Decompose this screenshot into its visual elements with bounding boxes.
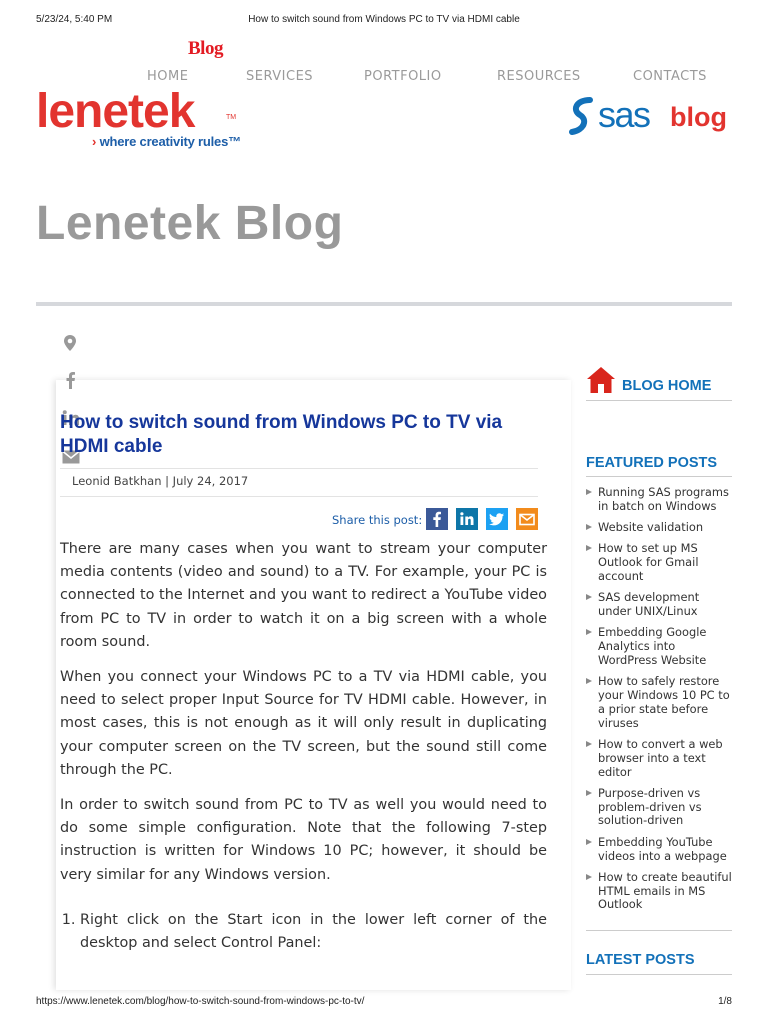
logo-tagline	[92, 134, 241, 149]
print-url: https://www.lenetek.com/blog/how-to-switch-sound-from-windows-pc-to-tv/	[36, 996, 365, 1007]
post-paragraph: When you connect your Windows PC to a TV via HDMI cable, you need to select proper Input Source for TV HDMI cable. However, in most cases, this is not enough as it will only result in duplicating your computer screen on the TV screen, but the sound still come through the PC.	[60, 669, 547, 778]
email-share-icon	[516, 508, 538, 530]
linkedin-share-icon	[456, 508, 478, 530]
featured-post-link[interactable]: How to safely restore your Windows 10 PC to a prior state before viruses	[586, 675, 732, 730]
featured-post-link[interactable]: SAS development under UNIX/Linux	[586, 591, 732, 619]
featured-posts-heading: FEATURED POSTS	[586, 455, 718, 471]
logo-wordmark: lenetek	[36, 85, 195, 138]
print-page-number: 1/8	[718, 996, 732, 1007]
print-footer	[0, 996, 768, 1010]
logo-tm: TM	[226, 114, 237, 121]
print-datetime: 5/23/24, 5:40 PM	[36, 14, 113, 25]
sas-wordmark: sas	[598, 94, 650, 135]
share-linkedin-button[interactable]	[456, 508, 478, 530]
post-date: July 24, 2017	[172, 474, 249, 488]
nav-portfolio[interactable]: PORTFOLIO	[364, 69, 442, 84]
print-doc-title: How to switch sound from Windows PC to TV via HDMI cable	[248, 14, 520, 25]
sidebar-divider	[586, 400, 732, 401]
meta-divider-bottom	[60, 496, 538, 497]
sidebar-divider	[586, 476, 732, 477]
sidebar-divider	[586, 930, 732, 931]
home-icon	[586, 366, 616, 394]
blog-home-link[interactable]	[586, 366, 734, 402]
featured-post-link[interactable]: How to set up MS Outlook for Gmail account	[586, 542, 732, 583]
post-meta	[72, 474, 248, 488]
post-author[interactable]: Leonid Batkhan	[72, 474, 162, 488]
post-paragraph: In order to switch sound from PC to TV as well you would need to do some simple configuration. Note that the following 7-step instruction is written for Windows 10 PC; however, it should be very similar for any Windows version.	[60, 797, 547, 883]
post-title: How to switch sound from Windows PC to TV via HDMI cable	[60, 412, 503, 457]
steps-list	[60, 909, 547, 955]
twitter-share-icon	[486, 508, 508, 530]
nav-resources[interactable]: RESOURCES	[497, 69, 581, 84]
share-facebook-button[interactable]	[426, 508, 448, 530]
share-row	[332, 508, 542, 532]
share-twitter-button[interactable]	[486, 508, 508, 530]
post-body	[60, 538, 547, 955]
featured-post-link[interactable]: Running SAS programs in batch on Windows	[586, 486, 732, 514]
featured-post-link[interactable]: How to create beautiful HTML emails in MS Outlook	[586, 871, 732, 912]
featured-post-link[interactable]: How to convert a web browser into a text editor	[586, 738, 732, 779]
featured-posts-list	[586, 486, 732, 920]
print-header	[0, 14, 768, 28]
site-title: Lenetek Blog	[36, 197, 344, 250]
featured-post-link[interactable]: Purpose-driven vs problem-driven vs solution-driven	[586, 787, 732, 828]
featured-post-link[interactable]: Embedding YouTube videos into a webpage	[586, 836, 732, 864]
nav-contacts[interactable]: CONTACTS	[633, 69, 707, 84]
header-divider	[36, 302, 732, 306]
sidebar-divider	[586, 974, 732, 975]
sas-blog-word: blog	[670, 102, 727, 132]
latest-posts-heading: LATEST POSTS	[586, 952, 695, 968]
post-paragraph: There are many cases when you want to stream your computer media contents (video and sound) to a TV. For example, your PC is connected to the Internet and you want to redirect a YouTube video from PC to TV in order to watch it on a big screen with a whole room sound.	[60, 541, 547, 650]
sas-swirl-icon	[568, 96, 598, 136]
logo-tagline-arrow: ›	[92, 134, 97, 149]
facebook-share-icon	[426, 508, 448, 530]
step-item: 1. Right click on the Start icon in the lower left corner of the desktop and select Control Panel:	[80, 909, 547, 955]
blog-tag: Blog	[188, 38, 223, 59]
logo-tagline-tm: ™	[228, 134, 241, 149]
share-label: Share this post:	[332, 513, 423, 527]
location-pin-icon[interactable]	[62, 334, 82, 354]
lenetek-logo[interactable]	[36, 85, 256, 150]
meta-divider-top	[60, 468, 538, 469]
featured-post-link[interactable]: Embedding Google Analytics into WordPress Website	[586, 626, 732, 667]
nav-home[interactable]: HOME	[147, 69, 189, 84]
sas-blog-logo[interactable]	[568, 94, 738, 138]
meta-separator: |	[165, 474, 170, 488]
blog-home-label: BLOG HOME	[622, 378, 712, 394]
nav-services[interactable]: SERVICES	[246, 69, 314, 84]
share-email-button[interactable]	[516, 508, 538, 530]
facebook-icon[interactable]	[64, 371, 84, 391]
featured-post-link[interactable]: Website validation	[586, 521, 732, 535]
logo-tagline-text: where creativity rules	[99, 134, 229, 149]
